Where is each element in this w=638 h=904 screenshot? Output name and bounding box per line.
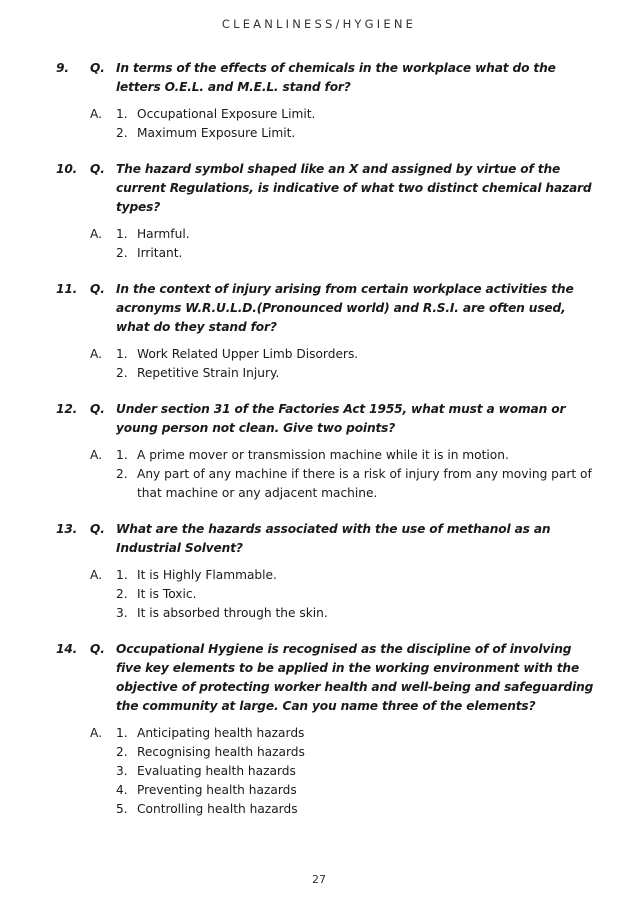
question-label: Q. xyxy=(90,61,105,75)
answer-number: 5. xyxy=(116,802,128,816)
answer-text: Controlling health hazards xyxy=(137,802,298,816)
question-label: Q. xyxy=(90,642,105,656)
answer-number: 2. xyxy=(116,467,128,481)
question-text: Occupational Hygiene is recognised as the discipline of of involving five key elements to be applied in the working environment with the objective of protecting worker health and well-being and safeguarding the community at large. Can you name three of the elements? xyxy=(116,642,594,713)
answer-label: A. xyxy=(90,347,102,361)
answer-label: A. xyxy=(90,448,102,462)
answer-text: Evaluating health hazards xyxy=(137,764,296,778)
answer-label: A. xyxy=(90,107,102,121)
question-row xyxy=(56,160,596,217)
qa-item xyxy=(56,280,596,383)
answer-list xyxy=(116,446,596,503)
answer-text: Maximum Exposure Limit. xyxy=(137,126,296,140)
answer-number: 1. xyxy=(116,448,128,462)
answer-item xyxy=(116,345,596,364)
qa-item xyxy=(56,520,596,623)
question-row xyxy=(56,280,596,337)
question-row xyxy=(56,640,596,716)
answer-item xyxy=(116,364,596,383)
answer-block xyxy=(56,566,596,623)
answer-text: It is Toxic. xyxy=(137,587,197,601)
answer-text: A prime mover or transmission machine while it is in motion. xyxy=(137,448,509,462)
answer-text: Any part of any machine if there is a risk of injury from any moving part of that machine or any adjacent machine. xyxy=(137,467,592,500)
running-header: CLEANLINESS/HYGIENE xyxy=(221,17,417,31)
question-list xyxy=(56,59,596,836)
answer-number: 2. xyxy=(116,126,128,140)
answer-number: 3. xyxy=(116,606,128,620)
qa-item xyxy=(56,400,596,503)
answer-number: 2. xyxy=(116,587,128,601)
answer-number: 1. xyxy=(116,726,128,740)
question-number: 14. xyxy=(56,642,78,656)
answer-item xyxy=(116,800,596,819)
answer-item xyxy=(116,781,596,800)
question-text: What are the hazards associated with the use of methanol as an Industrial Solvent? xyxy=(116,522,551,555)
qa-item xyxy=(56,59,596,143)
answer-number: 2. xyxy=(116,745,128,759)
answer-text: It is Highly Flammable. xyxy=(137,568,277,582)
answer-list xyxy=(116,724,596,819)
answer-text: Harmful. xyxy=(137,227,190,241)
question-number: 10. xyxy=(56,162,78,176)
answer-number: 3. xyxy=(116,764,128,778)
answer-text: Occupational Exposure Limit. xyxy=(137,107,316,121)
answer-item xyxy=(116,566,596,585)
answer-item xyxy=(116,724,596,743)
question-label: Q. xyxy=(90,402,105,416)
answer-item xyxy=(116,124,596,143)
answer-text: Anticipating health hazards xyxy=(137,726,305,740)
answer-block xyxy=(56,724,596,819)
answer-item xyxy=(116,244,596,263)
question-text: Under section 31 of the Factories Act 1955, what must a woman or young person not clean. Give two points? xyxy=(116,402,566,435)
answer-item xyxy=(116,465,596,503)
answer-number: 4. xyxy=(116,783,128,797)
answer-text: Preventing health hazards xyxy=(137,783,297,797)
answer-text: Work Related Upper Limb Disorders. xyxy=(137,347,359,361)
answer-list xyxy=(116,566,596,623)
answer-item xyxy=(116,604,596,623)
question-label: Q. xyxy=(90,162,105,176)
page-number: 27 xyxy=(312,873,326,886)
answer-number: 2. xyxy=(116,366,128,380)
qa-item xyxy=(56,160,596,263)
answer-number: 1. xyxy=(116,568,128,582)
question-number: 13. xyxy=(56,522,78,536)
question-label: Q. xyxy=(90,282,105,296)
question-row xyxy=(56,400,596,438)
answer-block xyxy=(56,105,596,143)
answer-text: Recognising health hazards xyxy=(137,745,305,759)
answer-number: 1. xyxy=(116,347,128,361)
answer-item xyxy=(116,743,596,762)
qa-item xyxy=(56,640,596,819)
question-number: 12. xyxy=(56,402,78,416)
answer-block xyxy=(56,446,596,503)
answer-item xyxy=(116,585,596,604)
answer-label: A. xyxy=(90,726,102,740)
answer-item xyxy=(116,105,596,124)
answer-text: Irritant. xyxy=(137,246,183,260)
question-number: 11. xyxy=(56,282,78,296)
question-row xyxy=(56,59,596,97)
answer-number: 2. xyxy=(116,246,128,260)
question-text: In the context of injury arising from certain workplace activities the acronyms W.R.U.L.D.(Pronounced world) and R.S.I. are often used, what do they stand for? xyxy=(116,282,574,334)
question-text: The hazard symbol shaped like an X and assigned by virtue of the current Regulations, is indicative of what two distinct chemical hazard types? xyxy=(116,162,592,214)
question-number: 9. xyxy=(56,61,69,75)
answer-text: It is absorbed through the skin. xyxy=(137,606,328,620)
question-label: Q. xyxy=(90,522,105,536)
question-text: In terms of the effects of chemicals in the workplace what do the letters O.E.L. and M.E.L. stand for? xyxy=(116,61,556,94)
question-row xyxy=(56,520,596,558)
answer-list xyxy=(116,105,596,143)
answer-text: Repetitive Strain Injury. xyxy=(137,366,280,380)
answer-list xyxy=(116,225,596,263)
answer-number: 1. xyxy=(116,107,128,121)
answer-list xyxy=(116,345,596,383)
answer-item xyxy=(116,762,596,781)
answer-label: A. xyxy=(90,227,102,241)
answer-block xyxy=(56,345,596,383)
answer-label: A. xyxy=(90,568,102,582)
answer-item xyxy=(116,225,596,244)
answer-number: 1. xyxy=(116,227,128,241)
answer-item xyxy=(116,446,596,465)
answer-block xyxy=(56,225,596,263)
